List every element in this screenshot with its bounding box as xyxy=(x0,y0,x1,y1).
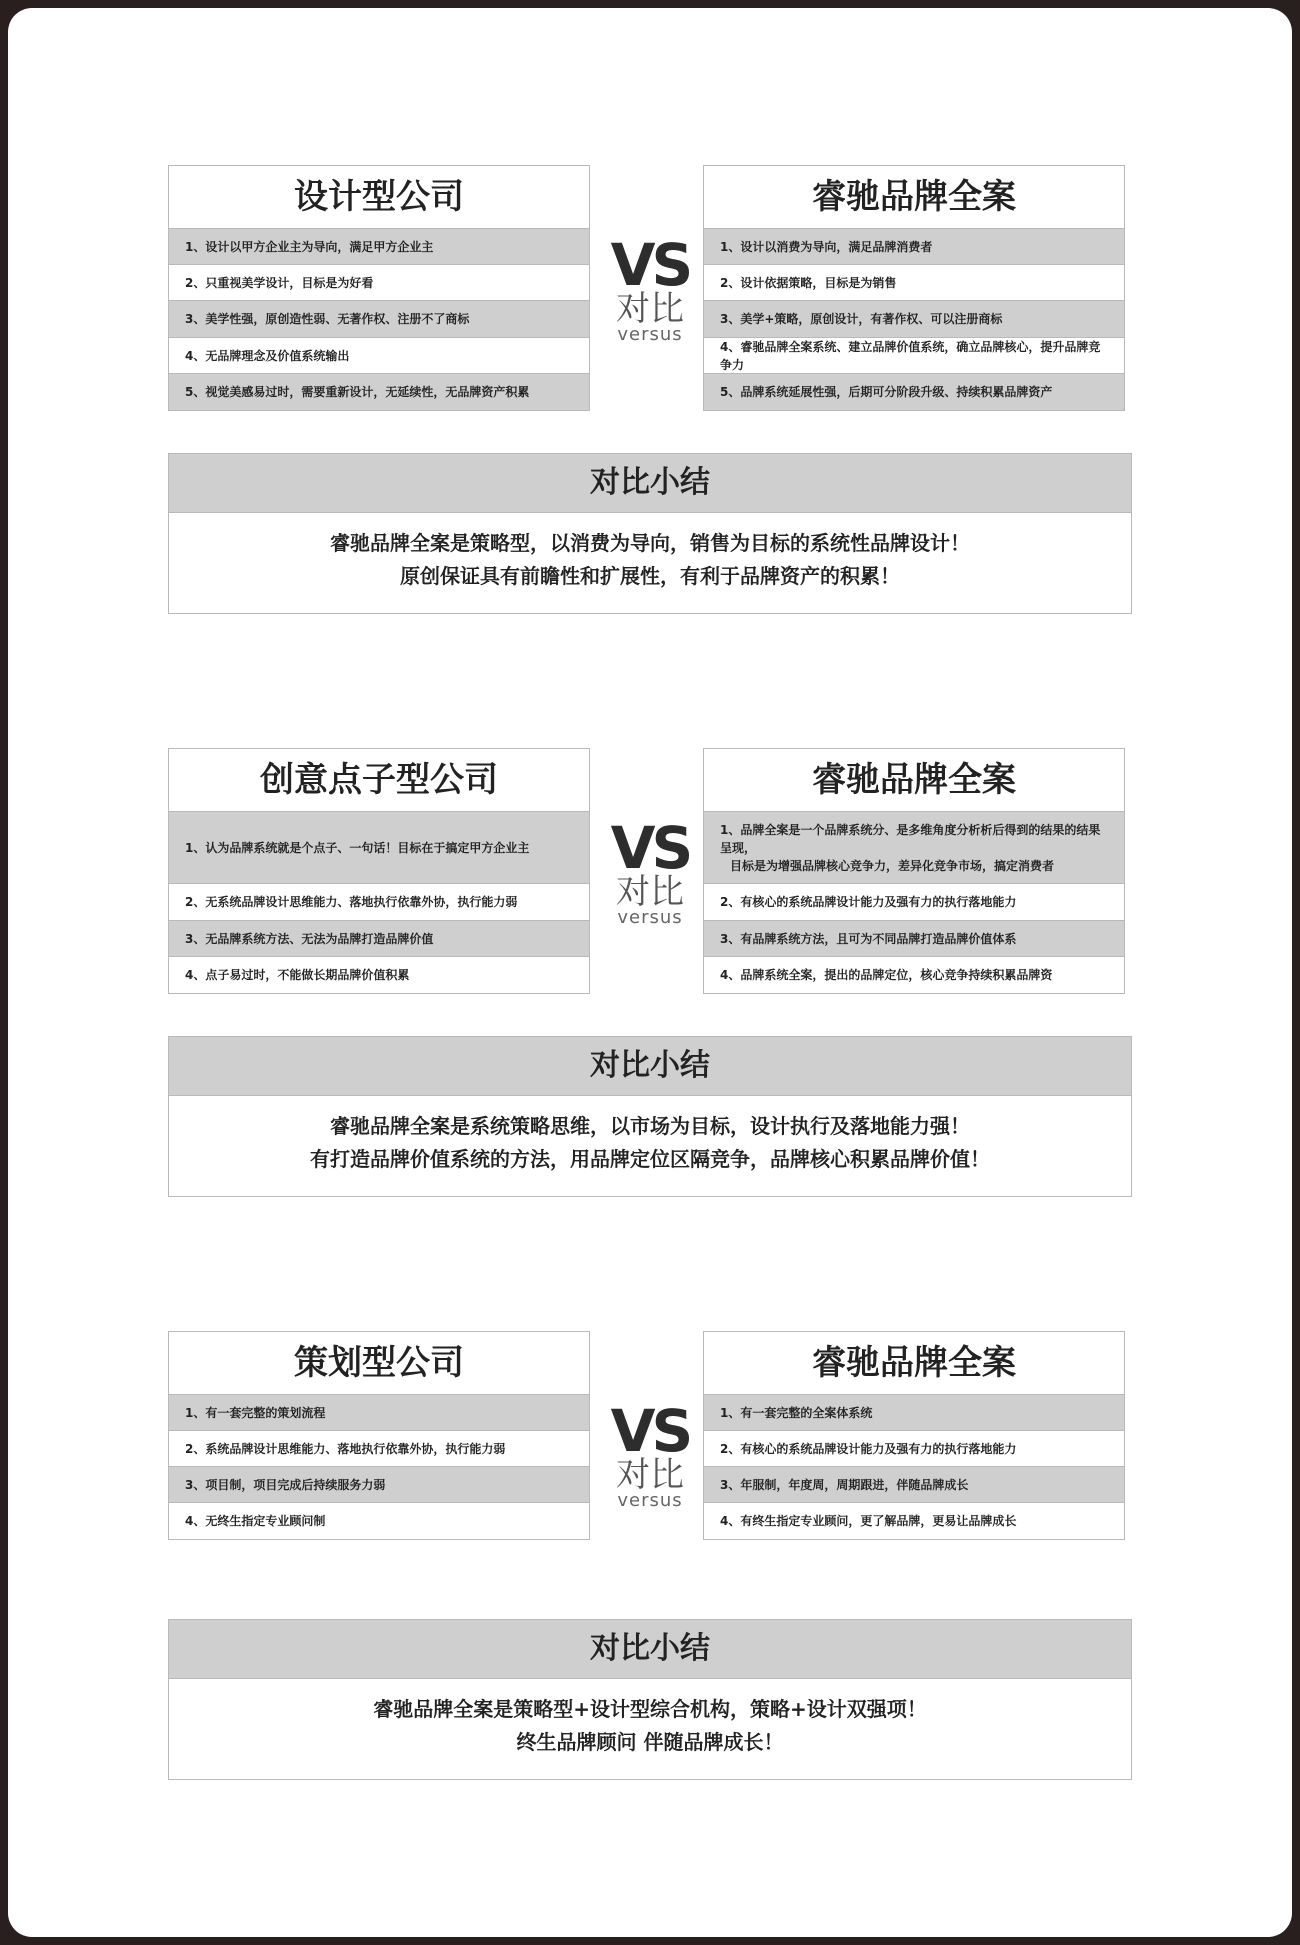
vs-english: versus xyxy=(617,907,683,928)
left-item: 3、项目制，项目完成后持续服务力弱 xyxy=(169,1467,589,1503)
left-item: 3、美学性强，原创造性弱、无著作权、注册不了商标 xyxy=(169,301,589,338)
left-item: 5、视觉美感易过时，需要重新设计，无延续性，无品牌资产积累 xyxy=(169,374,589,410)
left-item: 2、只重视美学设计，目标是为好看 xyxy=(169,265,589,301)
left-item: 3、无品牌系统方法、无法为品牌打造品牌价值 xyxy=(169,921,589,957)
vs-chinese: 对比 xyxy=(616,872,684,912)
vs-english: versus xyxy=(617,1490,683,1511)
vs-english: versus xyxy=(617,324,683,345)
right-item: 2、设计依据策略，目标是为销售 xyxy=(704,265,1124,301)
summary-body xyxy=(169,513,1131,613)
summary-line: 睿驰品牌全案是系统策略思维，以市场为目标，设计执行及落地能力强！ xyxy=(330,1114,970,1138)
right-item: 4、品牌系统全案，提出的品牌定位，核心竞争持续积累品牌资 xyxy=(704,957,1124,993)
vs-text: VS xyxy=(610,1397,690,1465)
versus-badge xyxy=(600,231,700,345)
right-item: 1、有一套完整的全案体系统 xyxy=(704,1395,1124,1431)
right-item xyxy=(704,812,1124,884)
right-item: 5、品牌系统延展性强，后期可分阶段升级、持续积累品牌资产 xyxy=(704,374,1124,410)
right-item: 3、有品牌系统方法，且可为不同品牌打造品牌价值体系 xyxy=(704,921,1124,957)
summary-box xyxy=(168,453,1132,614)
left-item: 1、设计以甲方企业主为导向，满足甲方企业主 xyxy=(169,229,589,265)
summary-box xyxy=(168,1036,1132,1197)
summary-title: 对比小结 xyxy=(169,454,1131,513)
vs-text: VS xyxy=(610,814,690,882)
left-item: 4、无终生指定专业顾问制 xyxy=(169,1503,589,1539)
left-comparison-box xyxy=(168,748,590,994)
right-item: 4、有终生指定专业顾问，更了解品牌，更易让品牌成长 xyxy=(704,1503,1124,1539)
left-comparison-box xyxy=(168,165,590,411)
summary-line: 有打造品牌价值系统的方法，用品牌定位区隔竞争，品牌核心积累品牌价值！ xyxy=(310,1147,990,1171)
summary-line: 睿驰品牌全案是策略型+设计型综合机构，策略+设计双强项！ xyxy=(373,1697,927,1721)
summary-line: 终生品牌顾问 伴随品牌成长！ xyxy=(516,1730,784,1754)
left-comparison-box xyxy=(168,1331,590,1540)
right-item: 3、年服制，年度周，周期跟进，伴随品牌成长 xyxy=(704,1467,1124,1503)
summary-body xyxy=(169,1096,1131,1196)
vs-chinese: 对比 xyxy=(616,1455,684,1495)
summary-box xyxy=(168,1619,1132,1780)
left-item: 1、有一套完整的策划流程 xyxy=(169,1395,589,1431)
vs-chinese: 对比 xyxy=(616,289,684,329)
right-item-line: 1、品牌全案是一个品牌系统分、是多维角度分析析后得到的结果的结果呈现， xyxy=(720,822,1101,855)
left-item: 4、点子易过时，不能做长期品牌价值积累 xyxy=(169,957,589,993)
right-item: 1、设计以消费为导向，满足品牌消费者 xyxy=(704,229,1124,265)
versus-badge xyxy=(600,814,700,928)
right-item: 2、有核心的系统品牌设计能力及强有力的执行落地能力 xyxy=(704,884,1124,921)
right-comparison-box xyxy=(703,1331,1125,1540)
versus-badge xyxy=(600,1397,700,1511)
left-item: 1、认为品牌系统就是个点子、一句话！目标在于搞定甲方企业主 xyxy=(169,812,589,884)
right-item: 2、有核心的系统品牌设计能力及强有力的执行落地能力 xyxy=(704,1431,1124,1467)
summary-line: 原创保证具有前瞻性和扩展性，有利于品牌资产的积累！ xyxy=(400,564,900,588)
summary-body xyxy=(169,1679,1131,1779)
right-item: 4、睿驰品牌全案系统、建立品牌价值系统，确立品牌核心，提升品牌竞争力 xyxy=(704,338,1124,374)
left-item: 4、无品牌理念及价值系统输出 xyxy=(169,338,589,374)
left-item: 2、系统品牌设计思维能力、落地执行依靠外协，执行能力弱 xyxy=(169,1431,589,1467)
right-comparison-box xyxy=(703,165,1125,411)
left-box-title: 创意点子型公司 xyxy=(169,749,589,812)
right-box-title: 睿驰品牌全案 xyxy=(704,1332,1124,1395)
right-item: 3、美学+策略，原创设计，有著作权、可以注册商标 xyxy=(704,301,1124,338)
right-comparison-box xyxy=(703,748,1125,994)
vs-text: VS xyxy=(610,231,690,299)
summary-title: 对比小结 xyxy=(169,1620,1131,1679)
right-box-title: 睿驰品牌全案 xyxy=(704,749,1124,812)
right-item-line: 目标是为增强品牌核心竞争力，差异化竞争市场，搞定消费者 xyxy=(730,858,1055,873)
left-item: 2、无系统品牌设计思维能力、落地执行依靠外协，执行能力弱 xyxy=(169,884,589,921)
left-box-title: 策划型公司 xyxy=(169,1332,589,1395)
right-box-title: 睿驰品牌全案 xyxy=(704,166,1124,229)
page xyxy=(8,8,1292,1937)
summary-title: 对比小结 xyxy=(169,1037,1131,1096)
summary-line: 睿驰品牌全案是策略型，以消费为导向，销售为目标的系统性品牌设计！ xyxy=(330,531,970,555)
left-box-title: 设计型公司 xyxy=(169,166,589,229)
